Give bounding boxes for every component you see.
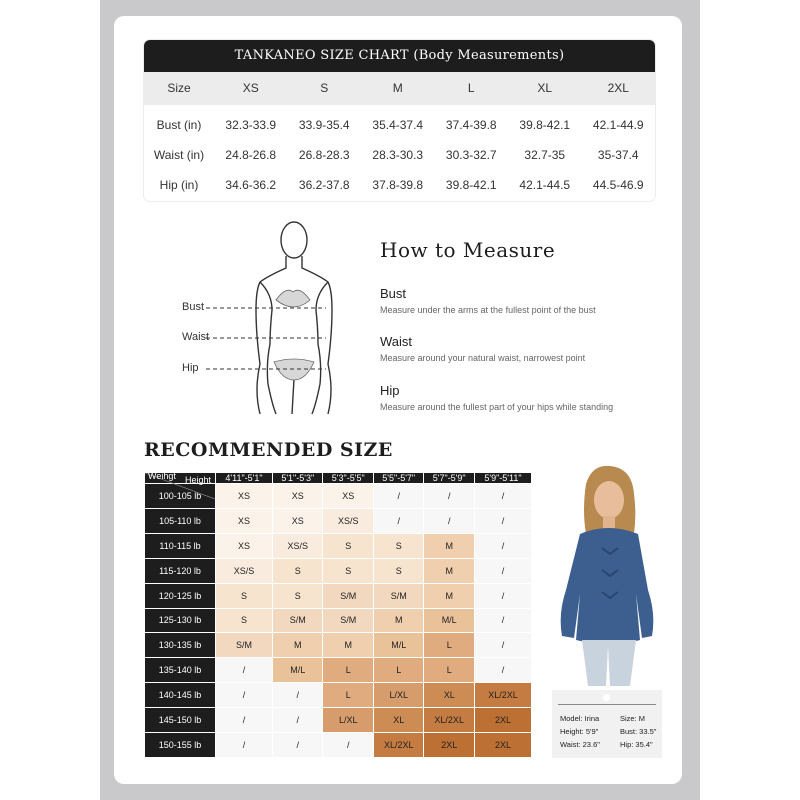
- height-column-header: 5'1"-5'3": [273, 473, 322, 483]
- size-cell: /: [216, 708, 272, 732]
- model-height: Height: 5'9": [560, 727, 599, 736]
- size-cell: 2XL: [475, 708, 531, 732]
- table-row: [145, 733, 531, 757]
- size-chart-cell: 32.3-33.9: [225, 118, 277, 132]
- size-cell: M: [424, 534, 473, 558]
- size-cell: S: [374, 559, 423, 583]
- measure-waist-name: Waist: [380, 334, 413, 349]
- size-chart-cell: 35-37.4: [597, 148, 639, 162]
- size-chart-header-cell: 2XL: [607, 81, 629, 95]
- size-chart-cell: 26.8-28.3: [298, 148, 350, 162]
- size-chart-body: [144, 105, 655, 200]
- size-chart-cell: Waist (in): [153, 148, 205, 162]
- size-cell: /: [424, 509, 473, 533]
- table-row: [145, 534, 531, 558]
- size-cell: L: [424, 633, 473, 657]
- size-cell: XL/2XL: [374, 733, 423, 757]
- size-cell: S/M: [323, 584, 372, 608]
- size-cell: /: [273, 683, 322, 707]
- size-cell: M: [424, 559, 473, 583]
- size-chart-header-cell: S: [320, 81, 329, 95]
- size-cell: XS: [216, 509, 272, 533]
- recommended-header-row: [145, 473, 531, 483]
- size-chart-header-cell: XS: [242, 81, 259, 95]
- size-cell: XS/S: [323, 509, 372, 533]
- size-chart-row: [144, 140, 655, 170]
- size-chart-cell: 42.1-44.5: [519, 178, 571, 192]
- size-cell: XS/S: [273, 534, 322, 558]
- size-chart-cell: 28.3-30.3: [372, 148, 424, 162]
- size-cell: L/XL: [323, 708, 372, 732]
- size-cell: S/M: [323, 609, 372, 633]
- size-cell: /: [216, 658, 272, 682]
- height-label: Height: [184, 475, 211, 485]
- size-chart-header-cell: XL: [537, 81, 553, 95]
- body-figure: [176, 214, 356, 424]
- figure-label-waist: Waist: [182, 331, 210, 343]
- size-chart-cell: 32.7-35: [524, 148, 566, 162]
- size-chart-header: [144, 72, 655, 105]
- size-chart-header-cell: L: [467, 81, 475, 95]
- model-photo: [552, 464, 662, 686]
- size-chart-cell: 34.6-36.2: [225, 178, 277, 192]
- size-cell: /: [374, 484, 423, 508]
- size-cell: M: [424, 584, 473, 608]
- size-cell: L: [424, 658, 473, 682]
- size-cell: XS: [216, 484, 272, 508]
- weight-cell: 110-115 lb: [145, 534, 215, 558]
- size-cell: XS: [323, 484, 372, 508]
- size-cell: /: [475, 658, 531, 682]
- size-cell: /: [273, 708, 322, 732]
- size-cell: M: [323, 633, 372, 657]
- size-cell: /: [374, 509, 423, 533]
- size-chart: [144, 40, 655, 201]
- size-cell: S: [216, 609, 272, 633]
- model-illustration-icon: [552, 464, 662, 686]
- table-row: [145, 633, 531, 657]
- size-cell: 2XL: [424, 733, 473, 757]
- weight-cell: 100-105 lb: [145, 484, 215, 508]
- size-cell: /: [475, 609, 531, 633]
- size-chart-cell: Bust (in): [156, 118, 202, 132]
- size-cell: S: [374, 534, 423, 558]
- measure-bust-desc: Measure under the arms at the fullest point of the bust: [380, 305, 596, 315]
- body-outline-icon: [176, 214, 356, 424]
- size-chart-row: [144, 110, 655, 140]
- table-row: [145, 559, 531, 583]
- size-chart-row: [144, 170, 655, 200]
- measure-hip-name: Hip: [380, 383, 400, 398]
- height-column-header: 5'7"-5'9": [424, 473, 473, 483]
- table-row: [145, 509, 531, 533]
- size-cell: /: [273, 733, 322, 757]
- table-row: [145, 658, 531, 682]
- size-cell: S/M: [273, 609, 322, 633]
- size-cell: /: [475, 559, 531, 583]
- weight-cell: 105-110 lb: [145, 509, 215, 533]
- size-chart-cell: 37.4-39.8: [445, 118, 497, 132]
- size-cell: /: [475, 484, 531, 508]
- size-cell: /: [216, 683, 272, 707]
- table-row: [145, 584, 531, 608]
- weight-label: Weihgt: [148, 471, 176, 481]
- figure-label-bust: Bust: [182, 301, 205, 313]
- size-cell: M: [374, 609, 423, 633]
- model-bust: Bust: 33.5": [620, 727, 657, 736]
- divider: [558, 704, 656, 705]
- size-chart-cell: 44.5-46.9: [592, 178, 644, 192]
- table-row: [145, 683, 531, 707]
- model-info-card: [552, 690, 662, 758]
- model-waist: Waist: 23.6": [560, 740, 600, 749]
- weight-cell: 130-135 lb: [145, 633, 215, 657]
- size-chart-cell: Hip (in): [159, 178, 199, 192]
- height-column-header: 5'3"-5'5": [323, 473, 372, 483]
- weight-cell: 140-145 lb: [145, 683, 215, 707]
- size-cell: M/L: [424, 609, 473, 633]
- size-cell: /: [475, 633, 531, 657]
- size-chart-header-cell: M: [392, 81, 403, 95]
- table-corner: [145, 473, 215, 483]
- size-cell: XS/S: [216, 559, 272, 583]
- size-cell: XS: [273, 509, 322, 533]
- size-cell: M/L: [374, 633, 423, 657]
- size-chart-cell: 39.8-42.1: [445, 178, 497, 192]
- table-row: [145, 708, 531, 732]
- size-cell: /: [475, 509, 531, 533]
- size-cell: XS: [273, 484, 322, 508]
- height-column-header: 5'9"-5'11": [475, 473, 531, 483]
- size-cell: /: [424, 484, 473, 508]
- size-cell: M/L: [273, 658, 322, 682]
- size-cell: /: [216, 733, 272, 757]
- weight-cell: 125-130 lb: [145, 609, 215, 633]
- recommended-size-table: [144, 472, 532, 758]
- measure-bust-name: Bust: [380, 286, 407, 301]
- size-chart-cell: 24.8-26.8: [225, 148, 277, 162]
- size-cell: L: [323, 683, 372, 707]
- weight-cell: 150-155 lb: [145, 733, 215, 757]
- model-hip: Hip: 35.4": [620, 740, 653, 749]
- size-cell: XL: [424, 683, 473, 707]
- height-column-header: 4'11"-5'1": [216, 473, 272, 483]
- size-chart-cell: 30.3-32.7: [445, 148, 497, 162]
- size-cell: L: [323, 658, 372, 682]
- size-chart-cell: 35.4-37.4: [372, 118, 424, 132]
- pin-icon: [603, 694, 610, 701]
- size-cell: S/M: [374, 584, 423, 608]
- model-name: Model: Irina: [560, 714, 600, 723]
- recommended-body: [145, 484, 531, 757]
- size-cell: S: [273, 584, 322, 608]
- size-cell: XL: [374, 708, 423, 732]
- size-cell: /: [475, 584, 531, 608]
- size-chart-cell: 39.8-42.1: [519, 118, 571, 132]
- height-column-header: 5'5"-5'7": [374, 473, 423, 483]
- measure-waist-desc: Measure around your natural waist, narrowest point: [380, 353, 586, 363]
- size-chart-cell: 36.2-37.8: [298, 178, 350, 192]
- model-size: Size: M: [620, 714, 646, 723]
- weight-cell: 135-140 lb: [145, 658, 215, 682]
- size-cell: S: [216, 584, 272, 608]
- size-cell: S: [323, 534, 372, 558]
- size-cell: S: [323, 559, 372, 583]
- recommended-size-title: RECOMMENDED SIZE: [144, 439, 393, 461]
- weight-cell: 145-150 lb: [145, 708, 215, 732]
- size-cell: /: [475, 534, 531, 558]
- size-cell: /: [323, 733, 372, 757]
- size-cell: M: [273, 633, 322, 657]
- size-chart-cell: 33.9-35.4: [298, 118, 350, 132]
- size-cell: S: [273, 559, 322, 583]
- how-to-measure-title: How to Measure: [380, 238, 556, 262]
- size-cell: XS: [216, 534, 272, 558]
- size-cell: XL/2XL: [475, 683, 531, 707]
- size-chart-cell: 42.1-44.9: [592, 118, 644, 132]
- weight-cell: 115-120 lb: [145, 559, 215, 583]
- size-cell: L/XL: [374, 683, 423, 707]
- figure-label-hip: Hip: [182, 362, 199, 374]
- size-chart-title: TANKANEO SIZE CHART (Body Measurements): [144, 40, 655, 72]
- size-chart-header-cell: Size: [167, 81, 191, 95]
- size-cell: L: [374, 658, 423, 682]
- weight-cell: 120-125 lb: [145, 584, 215, 608]
- size-cell: S/M: [216, 633, 272, 657]
- table-row: [145, 609, 531, 633]
- measure-hip-desc: Measure around the fullest part of your hips while standing: [380, 402, 614, 412]
- size-cell: 2XL: [475, 733, 531, 757]
- size-cell: XL/2XL: [424, 708, 473, 732]
- size-chart-cell: 37.8-39.8: [372, 178, 424, 192]
